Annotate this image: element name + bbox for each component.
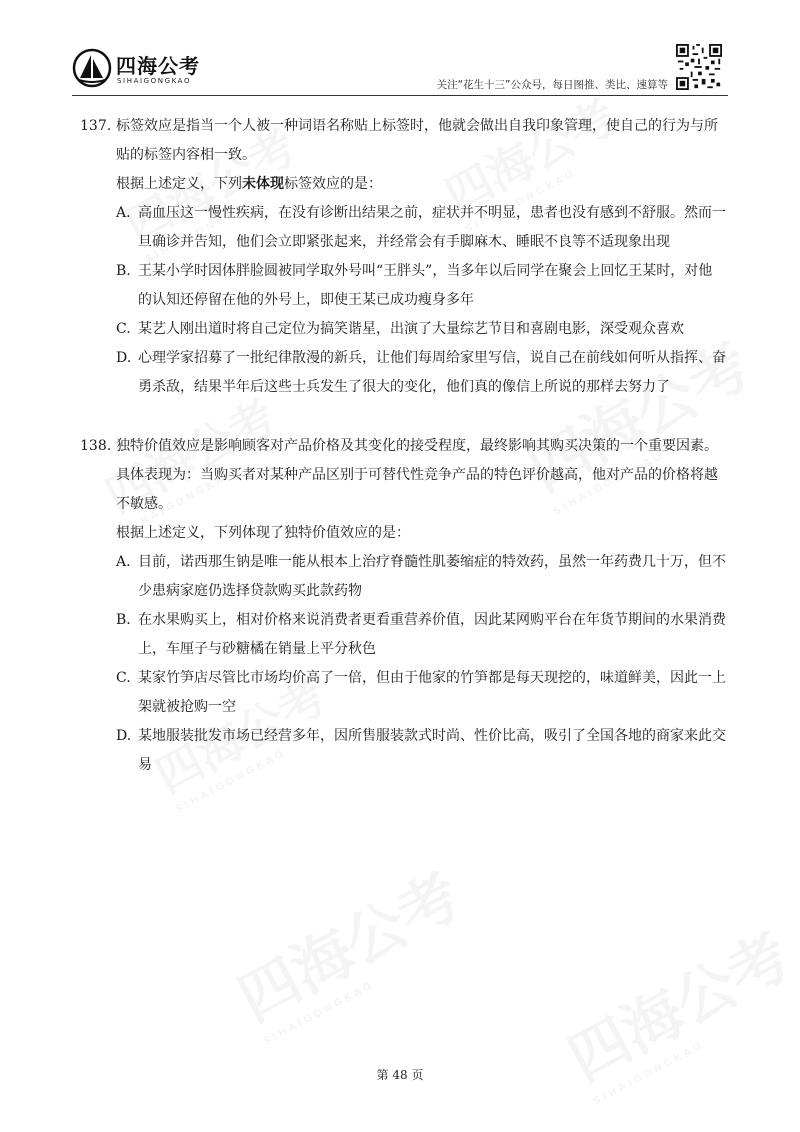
- option-line: 心理学家招募了一批纪律散漫的新兵，让他们每周给家里写信，说自己在前线如何听从指挥、奋: [138, 350, 726, 366]
- option-b: [80, 606, 732, 664]
- option-a: [80, 199, 732, 257]
- brand-logo: [72, 44, 212, 94]
- option-line: 高血压这一慢性疾病，在没有诊断出结果之前，症状并不明显，患者也没有感到不舒服。然而一: [138, 205, 726, 221]
- option-line: 少患病家庭仍选择贷款购买此款药物: [138, 583, 362, 599]
- option-letter: A.: [116, 554, 131, 570]
- option-line: 在水果购买上，相对价格来说消费者更看重营养价值，因此某网购平台在年货节期间的水果消费: [138, 612, 726, 628]
- option-line: 勇杀敌，结果半年后这些士兵发生了很大的变化，他们真的像信上所说的那样去努力了: [138, 379, 670, 395]
- option-b: [80, 257, 732, 315]
- option-line: 某艺人刚出道时将自己定位为搞笑谐星，出演了大量综艺节目和喜剧电影，深受观众喜欢: [138, 321, 684, 337]
- stem-line: 不敏感。: [116, 496, 172, 512]
- question-number: 137.: [80, 118, 112, 134]
- option-line: 上，车厘子与砂糖橘在销量上平分秋色: [138, 641, 376, 657]
- sailboat-logo-icon: [72, 48, 112, 88]
- option-d: [80, 344, 732, 402]
- option-d: [80, 722, 732, 780]
- header-divider: [72, 95, 728, 96]
- option-a: [80, 548, 732, 606]
- qr-code-icon: [676, 44, 722, 90]
- page-content: [80, 112, 732, 810]
- option-letter: B.: [116, 263, 131, 279]
- stem-line: 标签效应是指当一个人被一种词语名称贴上标签时，他就会做出自我印象管理，使自己的行为与所: [116, 118, 718, 134]
- option-c: [80, 664, 732, 722]
- option-letter: D.: [116, 728, 132, 744]
- question-137: [80, 112, 732, 402]
- stem-line: 独特价值效应是影响顾客对产品价格及其变化的接受程度，最终影响其购买决策的一个重要因素。: [116, 438, 718, 454]
- question-stem: [80, 432, 732, 519]
- option-line: 某家竹笋店尽管比市场均价高了一倍，但由于他家的竹笋都是每天现挖的，味道鲜美，因此一上: [138, 670, 726, 686]
- option-line: 架就被抢购一空: [138, 699, 236, 715]
- watermark: [221, 849, 478, 1047]
- option-line: 目前，诺西那生钠是唯一能从根本上治疗脊髓性肌萎缩症的特效药，虽然一年药费几十万，但不: [138, 554, 726, 570]
- logo-subtext: SIHAIGONGKAO: [117, 77, 192, 85]
- option-c: [80, 315, 732, 344]
- question-prompt: 根据上述定义，下列体现了独特价值效应的是：: [116, 525, 410, 541]
- stem-line: 贴的标签内容相一致。: [116, 147, 256, 163]
- option-letter: A.: [116, 205, 131, 221]
- page-number: 第 48 页: [376, 1068, 424, 1082]
- option-line: 的认知还停留在他的外号上，即使王某已成功瘦身多年: [138, 292, 474, 308]
- emphasis-text: 未体现: [242, 176, 284, 192]
- logo-text: 四海公考: [116, 54, 200, 78]
- question-number: 138.: [80, 438, 112, 454]
- option-letter: B.: [116, 612, 131, 628]
- option-letter: D.: [116, 350, 132, 366]
- option-line: 易: [138, 757, 152, 773]
- question-prompt: 根据上述定义，下列未体现标签效应的是：: [116, 176, 382, 192]
- question-stem: [80, 112, 732, 170]
- option-line: 某地服装批发市场已经营多年，因所售服装款式时尚、性价比高，吸引了全国各地的商家来此交: [138, 728, 726, 744]
- option-line: 旦确诊并告知，他们会立即紧张起来，并经常会有手脚麻木、睡眠不良等不适现象出现: [138, 234, 670, 250]
- option-line: 王某小学时因体胖脸圆被同学取外号叫“王胖头”，当多年以后同学在聚会上回忆王某时，对他: [138, 263, 713, 279]
- header-note: 关注“花生十三”公众号，每日图推、类比、速算等: [436, 79, 668, 91]
- stem-line: 具体表现为：当购买者对某种产品区别于可替代性竞争产品的特色评价越高，他对产品的价格将越: [116, 467, 718, 483]
- question-138: [80, 432, 732, 780]
- option-letter: C.: [116, 670, 131, 686]
- option-letter: C.: [116, 321, 131, 337]
